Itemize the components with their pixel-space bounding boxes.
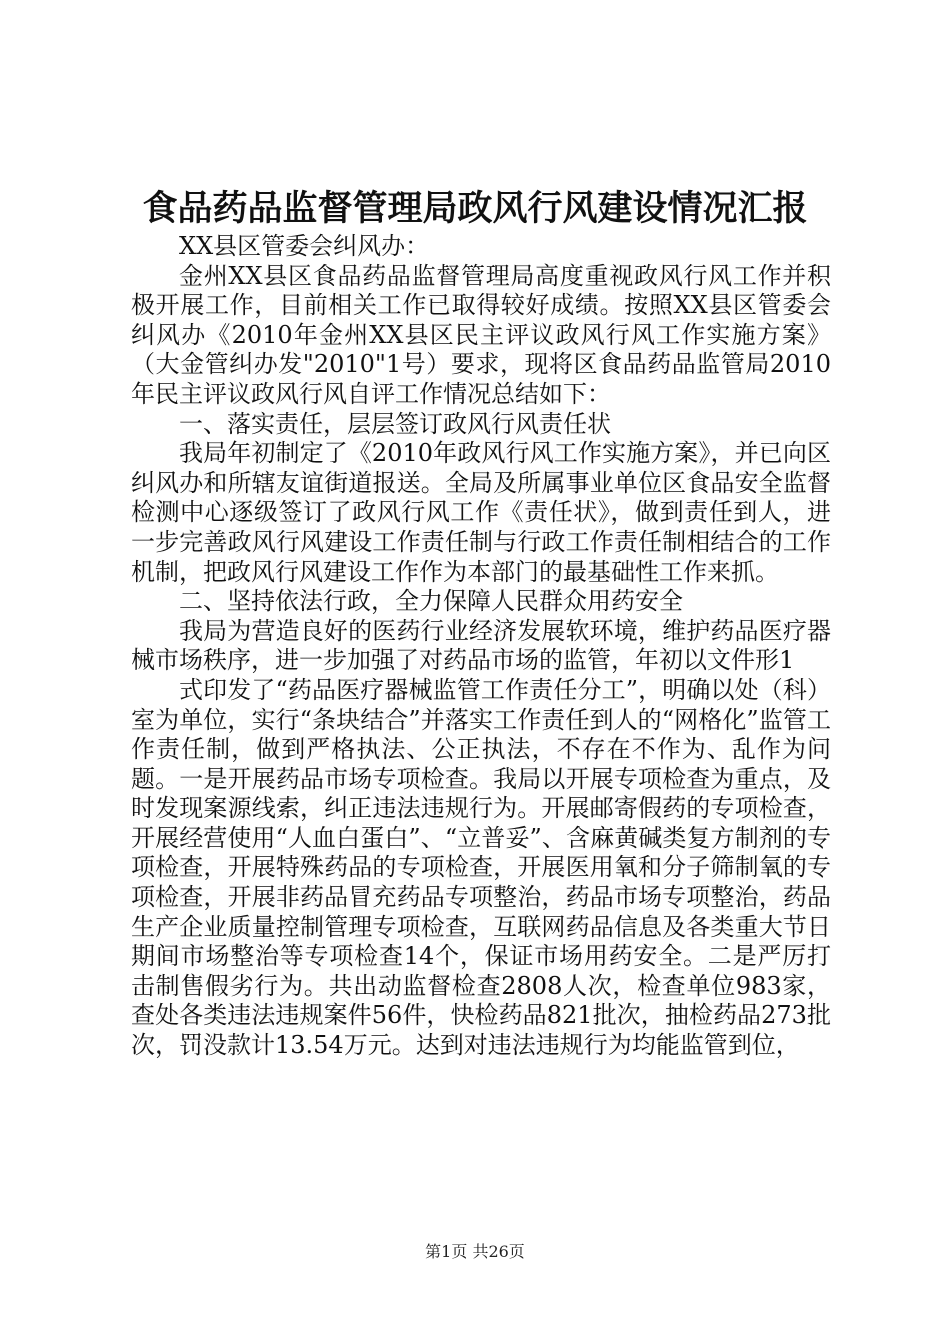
- section-heading-1: 一、落实责任，层层签订政风行风责任状: [179, 409, 611, 438]
- section-1-paragraph: 我局年初制定了《2010年政风行风工作实施方案》，并已向区纠风办和所辖友谊街道报送。全局及所属事业单位区食品安全监督检测中心逐级签订了政风行风工作《责任状》，做到责任到人，进一步完善政风行风建设工作责任制与行政工作责任制相结合的工作机制，把政风行风建设工作作为本部门的最基础性工作来抓。: [131, 439, 831, 586]
- document-body: [131, 232, 831, 1061]
- section-2-continued-paragraph: 式印发了“药品医疗器械监管工作责任分工”，明确以处（科）室为单位，实行“条块结合”并落实工作责任到人的“网格化”监管工作责任制，做到严格执法、公正执法，不存在不作为、乱作为问题。一是开展药品市场专项检查。我局以开展专项检查为重点，及时发现案源线索，纠正违法违规行为。开展邮寄假药的专项检查，开展经营使用“人血白蛋白”、“立普妥”、含麻黄碱类复方制剂的专项检查，开展特殊药品的专项检查，开展医用氧和分子筛制氧的专项检查，开展非药品冒充药品专项整治，药品市场专项整治，药品生产企业质量控制管理专项检查，互联网药品信息及各类重大节日期间市场整治等专项检查14个，保证市场用药安全。二是严厉打击制售假劣行为。共出动监督检查2808人次，检查单位983家，查处各类违法违规案件56件，快检药品821批次，抽检药品273批次，罚没款计13.54万元。达到对违法违规行为均能监管到位，: [131, 675, 831, 1060]
- document-title: 食品药品监督管理局政风行风建设情况汇报: [142, 188, 808, 229]
- salutation-paragraph: XX县区管委会纠风办：: [179, 232, 430, 260]
- page-number-footer: 第1页 共26页: [425, 1242, 525, 1261]
- section-2-paragraph: 我局为营造良好的医药行业经济发展软环境，维护药品医疗器械市场秩序，进一步加强了对药品市场的监管，年初以文件形1: [131, 616, 831, 675]
- intro-paragraph: 金州XX县区食品药品监督管理局高度重视政风行风工作并积极开展工作，目前相关工作已取得较好成绩。按照XX县区管委会纠风办《2010年金州XX县区民主评议政风行风工作实施方案》（大金管纠办发"2010"1号）要求，现将区食品药品监管局2010年民主评议政风行风自评工作情况总结如下：: [131, 261, 831, 408]
- section-heading-2: 二、坚持依法行政，全力保障人民群众用药安全: [179, 587, 683, 616]
